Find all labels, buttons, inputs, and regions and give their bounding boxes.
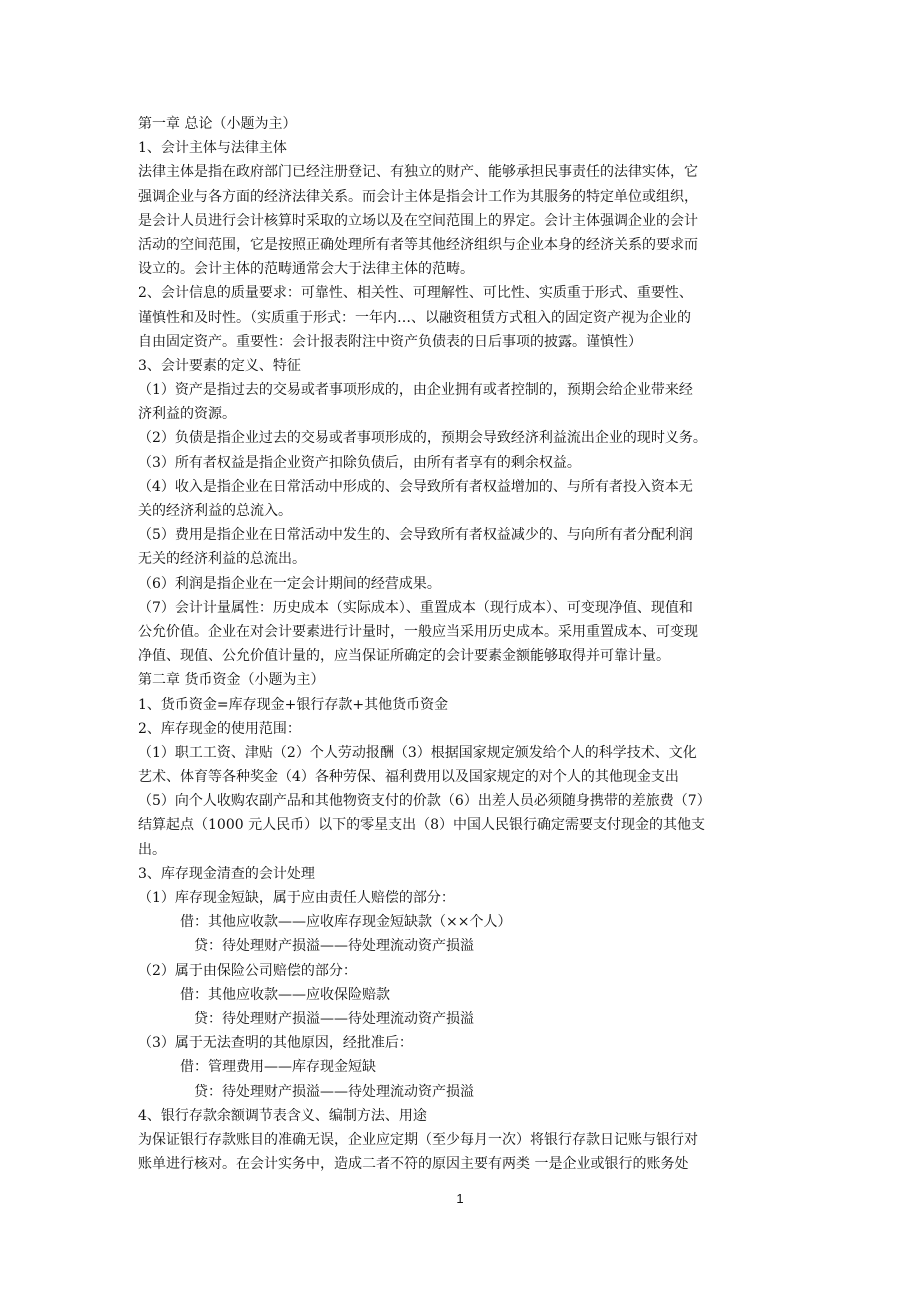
text-line: 济利益的资源。 <box>138 406 236 423</box>
text-line: 艺术、体育等各种奖金（4）各种劳保、福利费用以及国家规定的对个人的其他现金支出 <box>138 769 679 786</box>
text-line: 关的经济利益的总流入。 <box>138 503 292 519</box>
text-line: 1、货币资金=库存现金+银行存款+其他货币资金 <box>138 696 449 713</box>
text-line: （5）向个人收购农副产品和其他物资支付的价款（6）出差人员必须随身携带的差旅费（7） <box>138 793 711 810</box>
text-line: 设立的。会计主体的范畴通常会大于法律主体的范畴。 <box>138 261 474 278</box>
text-line: 净值、现值、公允价值计量的，应当保证所确定的会计要素金额能够取得并可靠计量。 <box>138 648 670 665</box>
text-line: 自由固定资产。重要性：会计报表附注中资产负债表的日后事项的披露。谨慎性） <box>138 333 642 350</box>
text-line: 账单进行核对。在会计实务中，造成二者不符的原因主要有两类 一是企业或银行的账务处 <box>138 1156 689 1173</box>
text-line: 为保证银行存款账目的准确无误，企业应定期（至少每月一次）将银行存款日记账与银行对 <box>138 1131 698 1148</box>
text-line: 无关的经济利益的总流出。 <box>138 551 306 568</box>
text-line: （3）所有者权益是指企业资产扣除负债后，由所有者享有的剩余权益。 <box>138 454 581 471</box>
text-line: 2、库存现金的使用范围： <box>138 720 301 737</box>
journal-debit-line: 借：其他应收款——应收库存现金短缺款（××个人） <box>180 914 512 931</box>
text-line: 3、库存现金清查的会计处理 <box>138 865 315 882</box>
text-line: （1）职工工资、津贴（2）个人劳动报酬（3）根据国家规定颁发给个人的科学技术、文化 <box>138 744 697 761</box>
journal-credit-line: 贷：待处理财产损溢——待处理流动资产损溢 <box>194 938 474 955</box>
text-line: （6）利润是指企业在一定会计期间的经营成果。 <box>138 575 441 592</box>
text-line: （2）负债是指企业过去的交易或者事项形成的，预期会导致经济利益流出企业的现时义务。 <box>138 430 707 447</box>
text-line: （4）收入是指企业在日常活动中形成的、会导致所有者权益增加的、与所有者投入资本无 <box>138 478 693 495</box>
text-line: 公允价值。企业在对会计要素进行计量时，一般应当采用历史成本。采用重置成本、可变现 <box>138 623 698 640</box>
text-line: 4、银行存款余额调节表含义、编制方法、用途 <box>138 1107 427 1124</box>
text-line: 第二章 货币资金（小题为主） <box>138 672 325 689</box>
text-line: （1）资产是指过去的交易或者事项形成的，由企业拥有或者控制的，预期会给企业带来经 <box>138 382 693 399</box>
text-line: （2）属于由保险公司赔偿的部分： <box>138 962 357 979</box>
text-line: 是会计人员进行会计核算时采取的立场以及在空间范围上的界定。会计主体强调企业的会计 <box>138 212 698 229</box>
text-line: 2、会计信息的质量要求：可靠性、相关性、可理解性、可比性、实质重于形式、重要性、 <box>138 285 693 302</box>
text-line: 法律主体是指在政府部门已经注册登记、有独立的财产、能够承担民事责任的法律实体，它 <box>138 164 698 181</box>
text-line: 谨慎性和及时性。（实质重于形式：一年内…、以融资租赁方式租入的固定资产视为企业的 <box>138 309 691 326</box>
journal-credit-line: 贷：待处理财产损溢——待处理流动资产损溢 <box>194 1083 474 1100</box>
text-line: 第一章 总论（小题为主） <box>138 116 297 132</box>
text-line: （3）属于无法查明的其他原因，经批准后： <box>138 1035 413 1052</box>
text-line: 出。 <box>138 841 166 858</box>
text-line: 强调企业与各方面的经济法律关系。而会计主体是指会计工作为其服务的特定单位或组织， <box>138 188 698 205</box>
text-line: （1）库存现金短缺，属于应由责任人赔偿的部分： <box>138 890 455 906</box>
text-line: 1、会计主体与法律主体 <box>138 140 287 157</box>
journal-credit-line: 贷：待处理财产损溢——待处理流动资产损溢 <box>194 1010 474 1027</box>
document-body <box>138 112 792 1176</box>
text-line: 3、会计要素的定义、特征 <box>138 357 301 374</box>
journal-debit-line: 借：其他应收款——应收保险赔款 <box>180 986 390 1003</box>
journal-debit-line: 借：管理费用——库存现金短缺 <box>180 1059 376 1076</box>
text-line: （5）费用是指企业在日常活动中发生的、会导致所有者权益减少的、与向所有者分配利润 <box>138 527 693 544</box>
text-line: 活动的空间范围，它是按照正确处理所有者等其他经济组织与企业本身的经济关系的要求而 <box>138 236 698 253</box>
text-line: 结算起点（1000 元人民币）以下的零星支出（8）中国人民银行确定需要支付现金的其他支 <box>138 817 705 834</box>
text-line: （7）会计计量属性：历史成本（实际成本）、重置成本（现行成本）、可变现净值、现值和 <box>138 599 693 616</box>
page-number: 1 <box>456 1191 464 1206</box>
